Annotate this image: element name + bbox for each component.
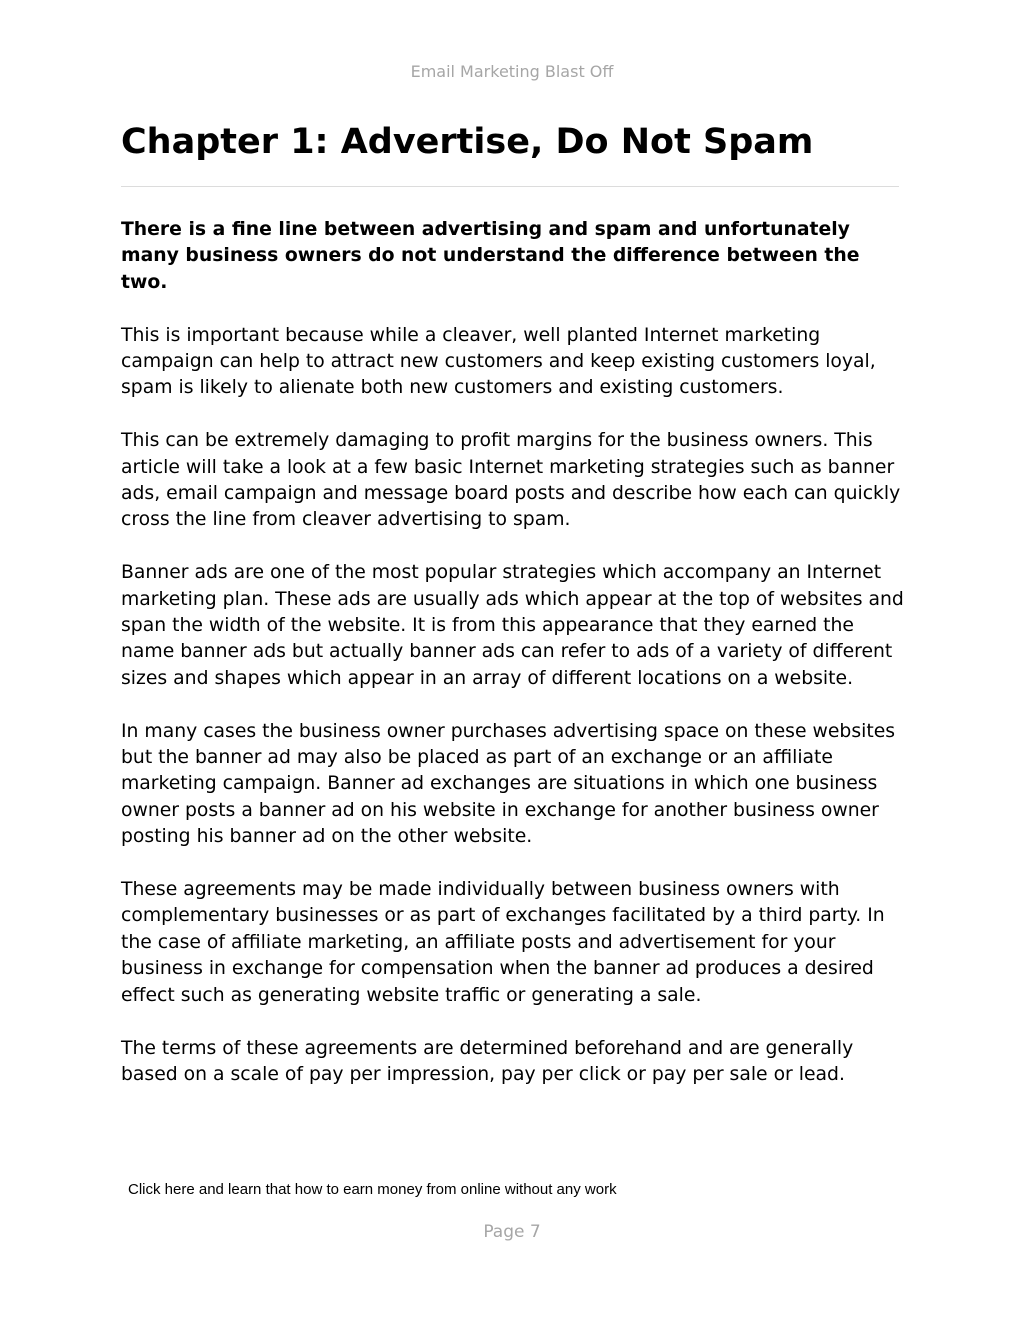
lead-paragraph: There is a fine line between advertising and spam and unfortunately many business owners do not understand the difference between the two.	[121, 219, 860, 293]
body-paragraph: These agreements may be made individually between business owners with complementary businesses or as part of exchanges facilitated by a third party. In the case of affiliate marketing, an affiliate posts and advertisement for your business in exchange for compensation when the banner ad produces a desired effect such as generating website traffic or generating a sale.	[121, 879, 885, 1006]
chapter-title: Chapter 1: Advertise, Do Not Spam	[121, 122, 814, 162]
title-divider	[121, 186, 899, 187]
article-body	[121, 217, 911, 1115]
body-paragraph: The terms of these agreements are determined beforehand and are generally based on a scale of pay per impression, pay per click or pay per sale or lead.	[121, 1037, 854, 1085]
body-paragraph: In many cases the business owner purchases advertising space on these websites but the banner ad may also be placed as part of an exchange or an affiliate marketing campaign. Banner ad exchanges are situations in which one business owner posts a banner ad on his website in exchange for another business owner posting his banner ad on the other website.	[121, 720, 896, 848]
page-number: Page 7	[483, 1222, 541, 1242]
body-paragraph: This can be extremely damaging to profit margins for the business owners. This article will take a look at a few basic Internet marketing strategies such as banner ads, email campaign and message board posts and describe how each can quickly cross the line from cleaver advertising to spam.	[121, 430, 901, 531]
earn-money-link[interactable]: Click here and learn that how to earn money from online without any work	[128, 1181, 617, 1198]
body-paragraph: Banner ads are one of the most popular strategies which accompany an Internet marketing plan. These ads are usually ads which appear at the top of websites and span the width of the website. It is from this appearance that they earned the name banner ads but actually banner ads can refer to ads of a variety of different sizes and shapes which appear in an array of different locations on a website.	[121, 562, 904, 689]
running-header: Email Marketing Blast Off	[410, 62, 614, 81]
body-paragraph: This is important because while a cleaver, well planted Internet marketing campaign can help to attract new customers and keep existing customers loyal, spam is likely to alienate both new customers and existing customers.	[121, 324, 876, 399]
